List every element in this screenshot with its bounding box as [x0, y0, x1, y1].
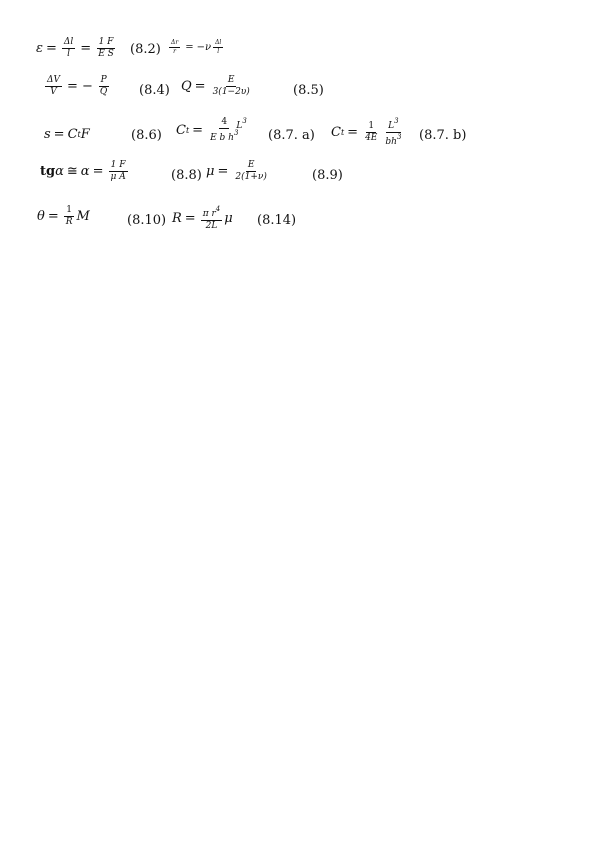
fraction-f-over-mu-a: $\frac{1 F}{\text{μ A}}$ [110, 160, 126, 182]
fraction-delta-l-over-l-2: $\frac{\Delta l}{l}$ [215, 39, 222, 55]
equation-tag-8-2: (8.2) [130, 42, 161, 57]
epsilon-symbol: ε [36, 41, 43, 56]
fraction-4-over-ebh3: $\frac{4}{E b h^3}$ [210, 117, 239, 143]
equation-8-7-a: C t = $\frac{4}{E b h^3}$ $L^3$ [176, 117, 247, 143]
equation-8-8: tg α ≅ α = $\frac{1 F}{\text{μ A}}$ [40, 160, 126, 182]
fraction-1-over-r: $\frac{1}{R}$ [65, 205, 73, 227]
l-cubed: $L^3$ [236, 117, 247, 131]
fraction-f-over-es: $\frac{1 F}{\text{E S}}$ [98, 37, 114, 59]
equation-tag-8-14: (8.14) [257, 213, 297, 228]
fraction-l3-over-bh3: $\frac{L^3}{bh^3}$ [385, 117, 402, 147]
equation-tag-8-7-a: (8.7. a) [268, 128, 315, 143]
equation-tag-8-10: (8.10) [127, 213, 167, 228]
fraction-pi-r4-over-2l: $\frac{\pi r^4}{2L}$ [202, 205, 221, 231]
equation-tag-8-9: (8.9) [312, 168, 343, 183]
equation-tag-8-5: (8.5) [293, 83, 324, 98]
fraction-1-over-4e: $\frac{1}{4E}$ [365, 121, 378, 143]
equation-q: Q = $\frac{E}{3(1-2\upsilon)}$ [181, 75, 250, 97]
equation-r: R = $\frac{\pi r^4}{2L}$ μ [172, 205, 233, 231]
equation-poisson: $\frac{\Delta r}{r}$ = −ν $\frac{\Delta l}{l}$ [171, 39, 222, 55]
equation-tag-8-8: (8.8) [171, 168, 202, 183]
fraction-delta-r-over-r: $\frac{\Delta r}{r}$ [171, 39, 179, 55]
equation-tag-8-7-b: (8.7. b) [419, 128, 467, 143]
fraction-e-over-2-1-nu: $\frac{E}{2(1+\nu)}$ [235, 160, 267, 182]
equation-tag-8-6: (8.6) [131, 128, 162, 143]
fraction-e-over-3-1-2nu: $\frac{E}{3(1-2\upsilon)}$ [212, 75, 250, 97]
equation-8-7-b: C t = $\frac{1}{4E}$ $\frac{L^3}{bh^3}$ [331, 117, 402, 147]
equation-tag-8-4: (8.4) [139, 83, 170, 98]
equation-8-10: θ = $\frac{1}{R}$ M [37, 205, 90, 227]
fraction-delta-v-over-v: $\frac{\Delta V}{V}$ [47, 75, 60, 97]
fraction-p-over-q: $\frac{P}{Q}$ [99, 75, 108, 97]
equation-mu: μ = $\frac{E}{2(1+\nu)}$ [206, 160, 267, 182]
fraction-delta-l-over-l: $\frac{\Delta l}{l}$ [63, 37, 74, 59]
equation-8-6: s = C t F [44, 127, 90, 142]
equation-8-4: $\frac{\Delta V}{V}$ = − $\frac{P}{Q}$ [47, 75, 108, 97]
equation-8-2: ε = $\frac{\Delta l}{l}$ = $\frac{1 F}{\text{E S}}$ [36, 37, 114, 59]
